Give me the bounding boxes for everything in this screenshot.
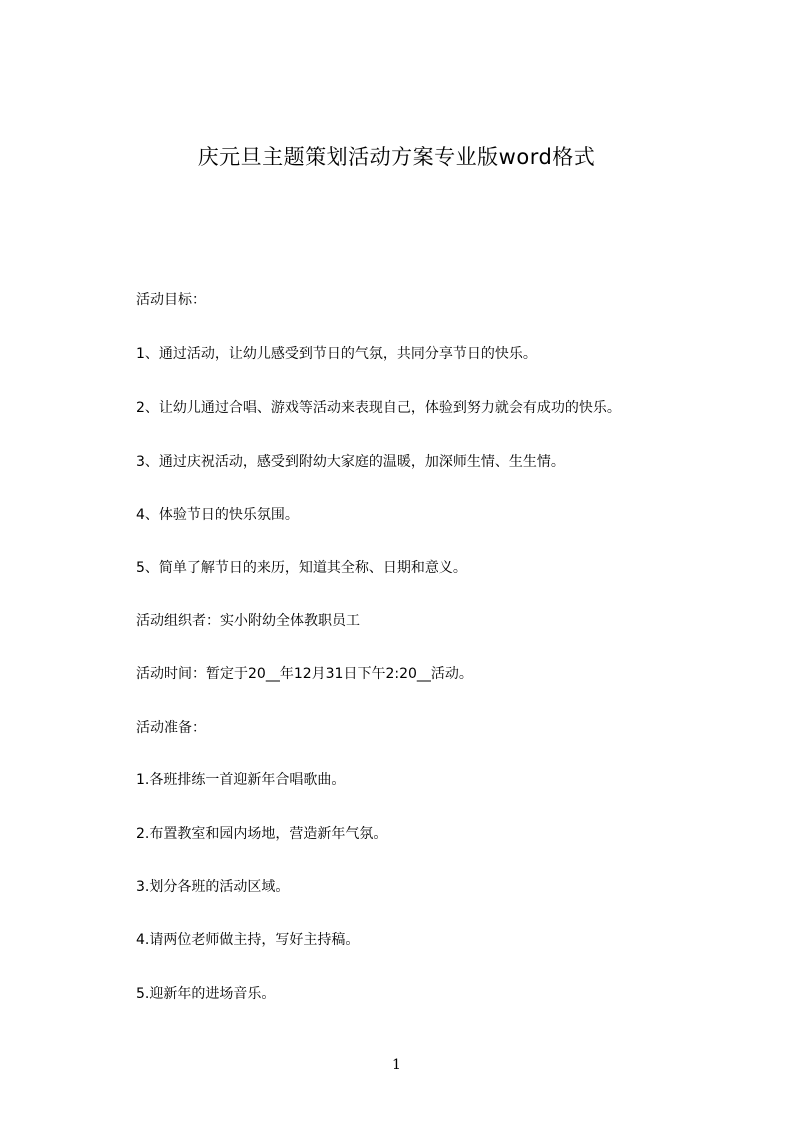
paragraph-organizer: 活动组织者：实小附幼全体教职员工	[136, 613, 360, 629]
paragraph-goal-3: 3、通过庆祝活动，感受到附幼大家庭的温暖，加深师生情、生生情。	[136, 454, 565, 470]
paragraph-goal-5: 5、简单了解节日的来历，知道其全称、日期和意义。	[136, 560, 467, 576]
paragraph-prep-4: 4.请两位老师做主持，写好主持稿。	[136, 932, 360, 948]
paragraph-prep-5: 5.迎新年的进场音乐。	[136, 986, 276, 1002]
paragraph-preparation-heading: 活动准备：	[136, 720, 206, 736]
document-title: 庆元旦主题策划活动方案专业版word格式	[197, 145, 596, 169]
paragraph-goal-1: 1、通过活动，让幼儿感受到节日的气氛，共同分享节日的快乐。	[136, 346, 537, 362]
paragraph-prep-3: 3.划分各班的活动区域。	[136, 879, 290, 895]
paragraph-activity-goals-heading: 活动目标：	[136, 292, 206, 308]
page-number: 1	[392, 1057, 401, 1073]
paragraph-time: 活动时间：暂定于20__年12月31日下午2:20__活动。	[136, 666, 473, 682]
paragraph-goal-4: 4、体验节日的快乐氛围。	[136, 507, 299, 523]
paragraph-goal-2: 2、让幼儿通过合唱、游戏等活动来表现自己，体验到努力就会有成功的快乐。	[136, 400, 621, 416]
paragraph-prep-2: 2.布置教室和园内场地，营造新年气氛。	[136, 826, 388, 842]
paragraph-prep-1: 1.各班排练一首迎新年合唱歌曲。	[136, 772, 346, 788]
